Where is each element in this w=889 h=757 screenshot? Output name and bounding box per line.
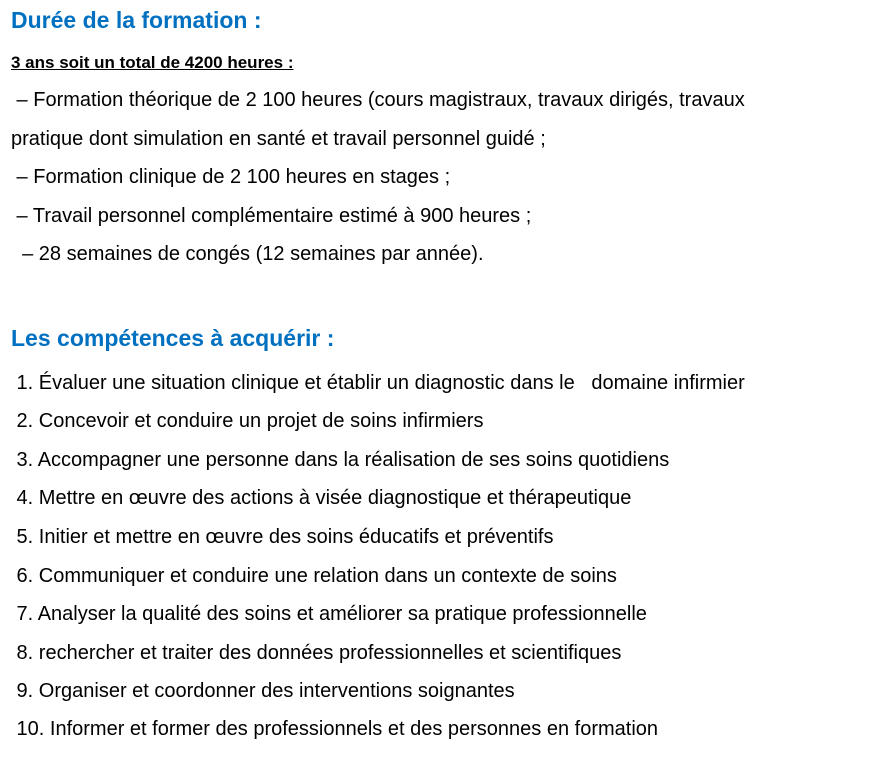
section-title-competences: Les compétences à acquérir : <box>11 325 335 351</box>
duree-line-theorique-suite: pratique dont simulation en santé et travail personnel guidé ; <box>11 128 546 150</box>
list-item: 9. Organiser et coordonner des interventions soignantes <box>11 680 515 702</box>
list-item: 7. Analyser la qualité des soins et améliorer sa pratique professionnelle <box>11 603 647 625</box>
list-item: 2. Concevoir et conduire un projet de soins infirmiers <box>11 410 484 432</box>
list-item: 1. Évaluer une situation clinique et établir un diagnostic dans le domaine infirmier <box>11 372 745 394</box>
list-item: 6. Communiquer et conduire une relation dans un contexte de soins <box>11 565 617 587</box>
section-subtitle-total-heures: 3 ans soit un total de 4200 heures : <box>11 53 294 72</box>
duree-line-travail-personnel: – Travail personnel complémentaire estimé à 900 heures ; <box>11 205 532 227</box>
list-item: 3. Accompagner une personne dans la réalisation de ses soins quotidiens <box>11 449 670 471</box>
duree-line-theorique: – Formation théorique de 2 100 heures (cours magistraux, travaux dirigés, travaux <box>11 89 745 111</box>
list-item: 4. Mettre en œuvre des actions à visée diagnostique et thérapeutique <box>11 487 632 509</box>
list-item: 8. rechercher et traiter des données professionnelles et scientifiques <box>11 642 622 664</box>
duree-line-conges: – 28 semaines de congés (12 semaines par année). <box>11 243 484 265</box>
duree-line-clinique: – Formation clinique de 2 100 heures en stages ; <box>11 166 451 188</box>
section-title-duree: Durée de la formation : <box>11 7 262 33</box>
list-item: 5. Initier et mettre en œuvre des soins éducatifs et préventifs <box>11 526 554 548</box>
list-item: 10. Informer et former des professionnels et des personnes en formation <box>11 718 659 740</box>
